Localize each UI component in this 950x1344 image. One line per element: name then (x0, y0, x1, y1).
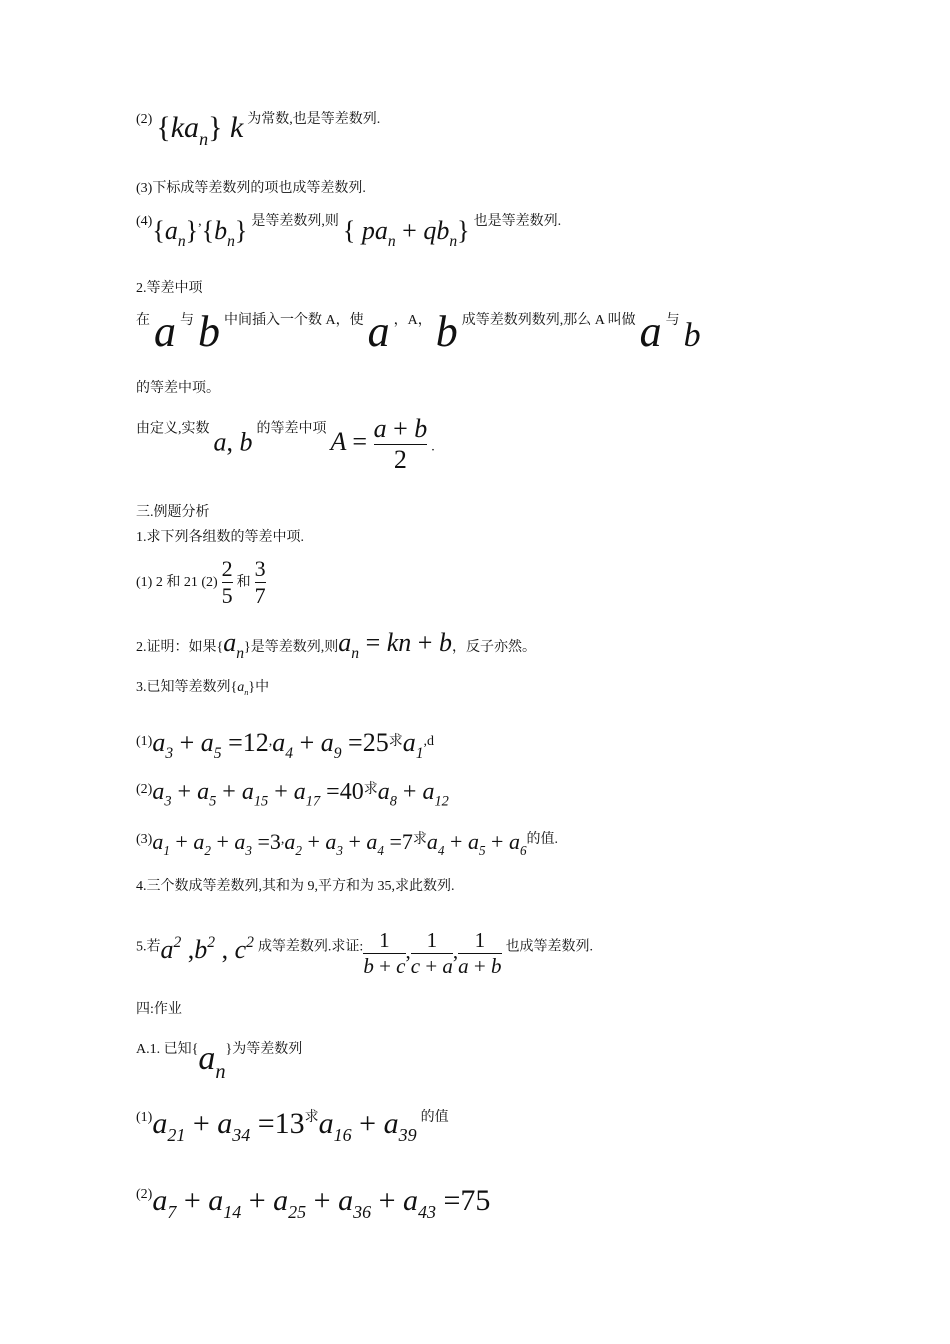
text: 在 (136, 313, 150, 328)
formula-hw1a: $a_{21} + a_{34} =13$ (152, 1107, 305, 1146)
property-2-text: 为常数,也是等差数列. (247, 112, 381, 127)
var-a: a (367, 307, 390, 356)
text: 与 (180, 313, 194, 328)
fraction-2-5: $\frac{2}{5}$ (221, 556, 233, 608)
comma: , (268, 734, 273, 749)
text: 求 (304, 1110, 319, 1125)
text: 5.若 (136, 939, 161, 955)
problem-2 (136, 778, 449, 810)
example-2 (136, 628, 536, 663)
item-prefix: (2) (136, 112, 153, 127)
formula-p2b: $a_8 + a_{12}$ (377, 779, 449, 810)
var-b: b (198, 307, 220, 356)
text: . (431, 439, 435, 455)
item-prefix: (1) (136, 734, 153, 749)
text: A.1. 已知{ (136, 1042, 199, 1057)
formula-p1b: $a_4 + a_9 =25$ (272, 728, 389, 763)
var-a: a (639, 307, 662, 356)
item-prefix: (4) (136, 214, 153, 229)
formula-p2a: $a_3 + a_5 + a_{15} + a_{17} =40$ (152, 779, 364, 810)
property-4-end: 也是等差数列. (473, 214, 562, 229)
comma: , (280, 832, 285, 847)
formula-a-n: $a_n$ (223, 628, 245, 663)
text: 的值 (420, 1110, 449, 1125)
text: 由定义,实数 (136, 421, 210, 437)
item-prefix: (1) (136, 1110, 153, 1125)
formula-a-n-set: $\{a_n\}$ (152, 216, 199, 251)
text: 3.已知等差数列{ (136, 680, 238, 695)
formula-hw1b: $a_{16} + a_{39}$ (318, 1107, 417, 1146)
formula-linear-combination: { $pa_n + qb_n$} (342, 216, 470, 251)
formula-b-n-set: $\{b_n\}$ (201, 216, 248, 251)
formula-squares: $a^2$ $,b^2$ , $c^2$ (160, 934, 254, 965)
text: 成等差数列.求证: (257, 939, 364, 955)
formula-linear: $a_n$ = kn + b (338, 628, 452, 663)
formula-a-b: a, b (213, 427, 253, 457)
text: (1) 2 和 21 (2) (136, 575, 218, 591)
text: 与 (665, 313, 680, 328)
text: 和 (236, 575, 251, 591)
text: ，A， (393, 313, 432, 328)
comma: , (198, 214, 202, 229)
formula-ka-n: $\{ka_n\}$ k (156, 111, 244, 150)
problem-1 (136, 728, 434, 763)
property-3-line: (3)下标成等差数列的项也成等差数列. (136, 181, 366, 196)
text: 中间插入一个数 A，使 (224, 313, 364, 328)
section-examples: 三.例题分析 (136, 505, 210, 520)
heading-arithmetic-mean: 2.等差中项 (136, 281, 203, 296)
text: }为等差数列 (225, 1042, 303, 1057)
text: 2.证明：如果{ (136, 640, 224, 655)
var-b: b (435, 307, 458, 356)
formula-mean: A = $\frac{a + b}{2}$ (330, 414, 428, 474)
text: 成等差数列数列,那么 A 叫做 (461, 313, 636, 328)
item-prefix: (2) (136, 1187, 153, 1202)
text: ,d (423, 734, 434, 749)
var-b: b (683, 317, 701, 354)
item-prefix: (2) (136, 782, 153, 797)
item-prefix: (3) (136, 832, 153, 847)
formula-p1a: $a_3 + a_5 =12$ (152, 728, 269, 763)
formula-p3b: $a_2 + a_3 + a_4 =7$ (284, 829, 413, 858)
property-4-mid: 是等差数列,则 (251, 214, 339, 229)
formula-reciprocals: $\frac{1}{b + c}$ , $\frac{1}{c + a}$ , $\frac{1}{a + b}$ (363, 928, 502, 978)
text: }中 (248, 680, 270, 695)
example-1-items (136, 556, 266, 609)
text: 求 (388, 734, 403, 749)
homework-2 (136, 1184, 490, 1223)
property-4-line (136, 210, 561, 251)
text: 也成等差数列. (505, 939, 594, 955)
fraction-3-7: $\frac{3}{7}$ (254, 556, 266, 608)
property-2-line (136, 108, 380, 150)
var-a: a (154, 307, 176, 356)
homework-a1 (136, 1038, 302, 1084)
example-5 (136, 928, 593, 979)
homework-1 (136, 1106, 449, 1146)
text: ，反子亦然。 (451, 640, 536, 655)
text: 的值. (526, 832, 559, 847)
formula-a-n-large: $a_n$ (198, 1040, 226, 1084)
section-homework: 四:作业 (136, 1002, 182, 1017)
text: 求 (412, 832, 427, 847)
text: 的等差中项 (256, 421, 327, 437)
text: 求 (363, 782, 378, 797)
example-3 (136, 676, 269, 697)
example-1: 1.求下列各组数的等差中项. (136, 530, 304, 545)
mean-formula-line (136, 414, 435, 475)
formula-p3a: $a_1 + a_2 + a_3 =3$ (152, 829, 281, 858)
example-4: 4.三个数成等差数列,其和为 9,平方和为 35,求此数列. (136, 879, 455, 894)
problem-3 (136, 828, 558, 859)
mean-definition-line (136, 306, 701, 357)
mean-definition-end: 的等差中项。 (136, 381, 220, 396)
formula-hw2: $a_7 + a_{14} + a_{25} + a_{36} + a_{43} =75$ (152, 1184, 491, 1223)
formula-a-n-small: $a_n$ (237, 680, 249, 697)
formula-a1: $a_1$ (402, 728, 424, 763)
text: }是等差数列,则 (244, 640, 339, 655)
formula-p3c: $a_4 + a_5 + a_6$ (426, 829, 527, 858)
